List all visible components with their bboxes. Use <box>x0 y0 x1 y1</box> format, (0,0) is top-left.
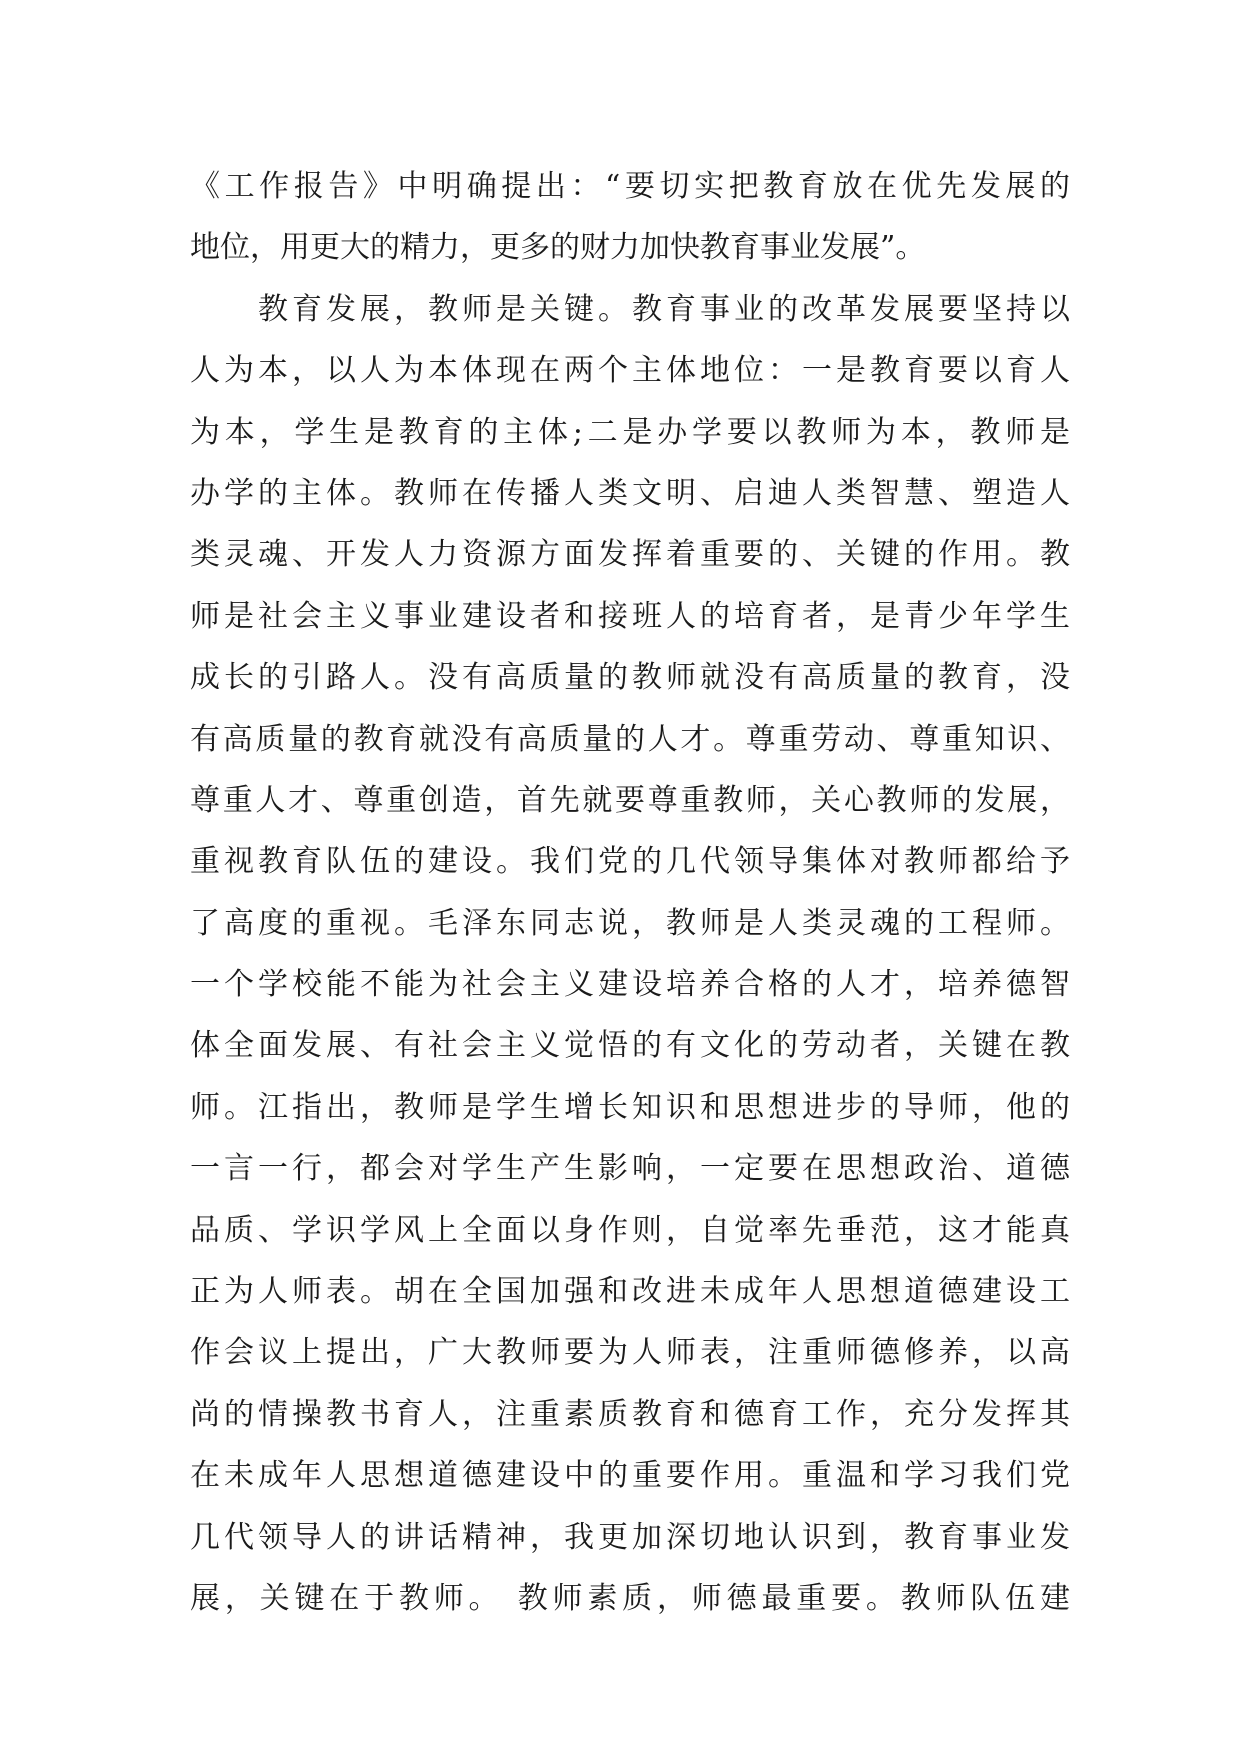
text-line: 办学的主体。教师在传播人类文明、启迪人类智慧、塑造人 <box>190 475 1070 511</box>
text-line: 了高度的重视。毛泽东同志说，教师是人类灵魂的工程师。 <box>190 905 1070 941</box>
text-line: 作会议上提出，广大教师要为人师表，注重师德修养，以高 <box>190 1335 1070 1371</box>
text-line: 为本，学生是教育的主体;二是办学要以教师为本，教师是 <box>190 414 1070 450</box>
text-line: 成长的引路人。没有高质量的教师就没有高质量的教育，没 <box>190 660 1070 696</box>
text-line: 几代领导人的讲话精神，我更加深切地认识到，教育事业发 <box>190 1519 1070 1555</box>
text-line: 品质、学识学风上全面以身作则，自觉率先垂范，这才能真 <box>190 1212 1070 1248</box>
text-line: 师。江指出，教师是学生增长知识和思想进步的导师，他的 <box>190 1089 1070 1125</box>
paragraph-start-line: 教育发展，教师是关键。教育事业的改革发展要坚持以 <box>258 291 1070 327</box>
text-line: 尊重人才、尊重创造，首先就要尊重教师，关心教师的发展， <box>190 782 1070 818</box>
text-line: 地位，用更大的精力，更多的财力加快教育事业发展”。 <box>190 230 926 266</box>
text-line: 师是社会主义事业建设者和接班人的培育者，是青少年学生 <box>190 598 1070 634</box>
text-line: 类灵魂、开发人力资源方面发挥着重要的、关键的作用。教 <box>190 537 1070 573</box>
text-line: 尚的情操教书育人，注重素质教育和德育工作，充分发挥其 <box>190 1396 1070 1432</box>
text-line: 一个学校能不能为社会主义建设培养合格的人才，培养德智 <box>190 967 1070 1003</box>
text-line: 一言一行，都会对学生产生影响，一定要在思想政治、道德 <box>190 1151 1070 1187</box>
body-text <box>190 156 1070 1629</box>
text-line: 在未成年人思想道德建设中的重要作用。重温和学习我们党 <box>190 1458 1070 1494</box>
text-line: 《工作报告》中明确提出：“要切实把教育放在优先发展的 <box>190 169 1070 204</box>
text-line: 人为本，以人为本体现在两个主体地位：一是教育要以育人 <box>190 353 1070 389</box>
text-line: 正为人师表。胡在全国加强和改进未成年人思想道德建设工 <box>190 1274 1070 1310</box>
text-line: 有高质量的教育就没有高质量的人才。尊重劳动、尊重知识、 <box>190 721 1070 757</box>
text-line: 体全面发展、有社会主义觉悟的有文化的劳动者，关键在教 <box>190 1028 1070 1064</box>
text-line: 展，关键在于教师。 教师素质，师德最重要。教师队伍建 <box>190 1580 1070 1616</box>
text-line: 重视教育队伍的建设。我们党的几代领导集体对教师都给予 <box>190 844 1070 880</box>
